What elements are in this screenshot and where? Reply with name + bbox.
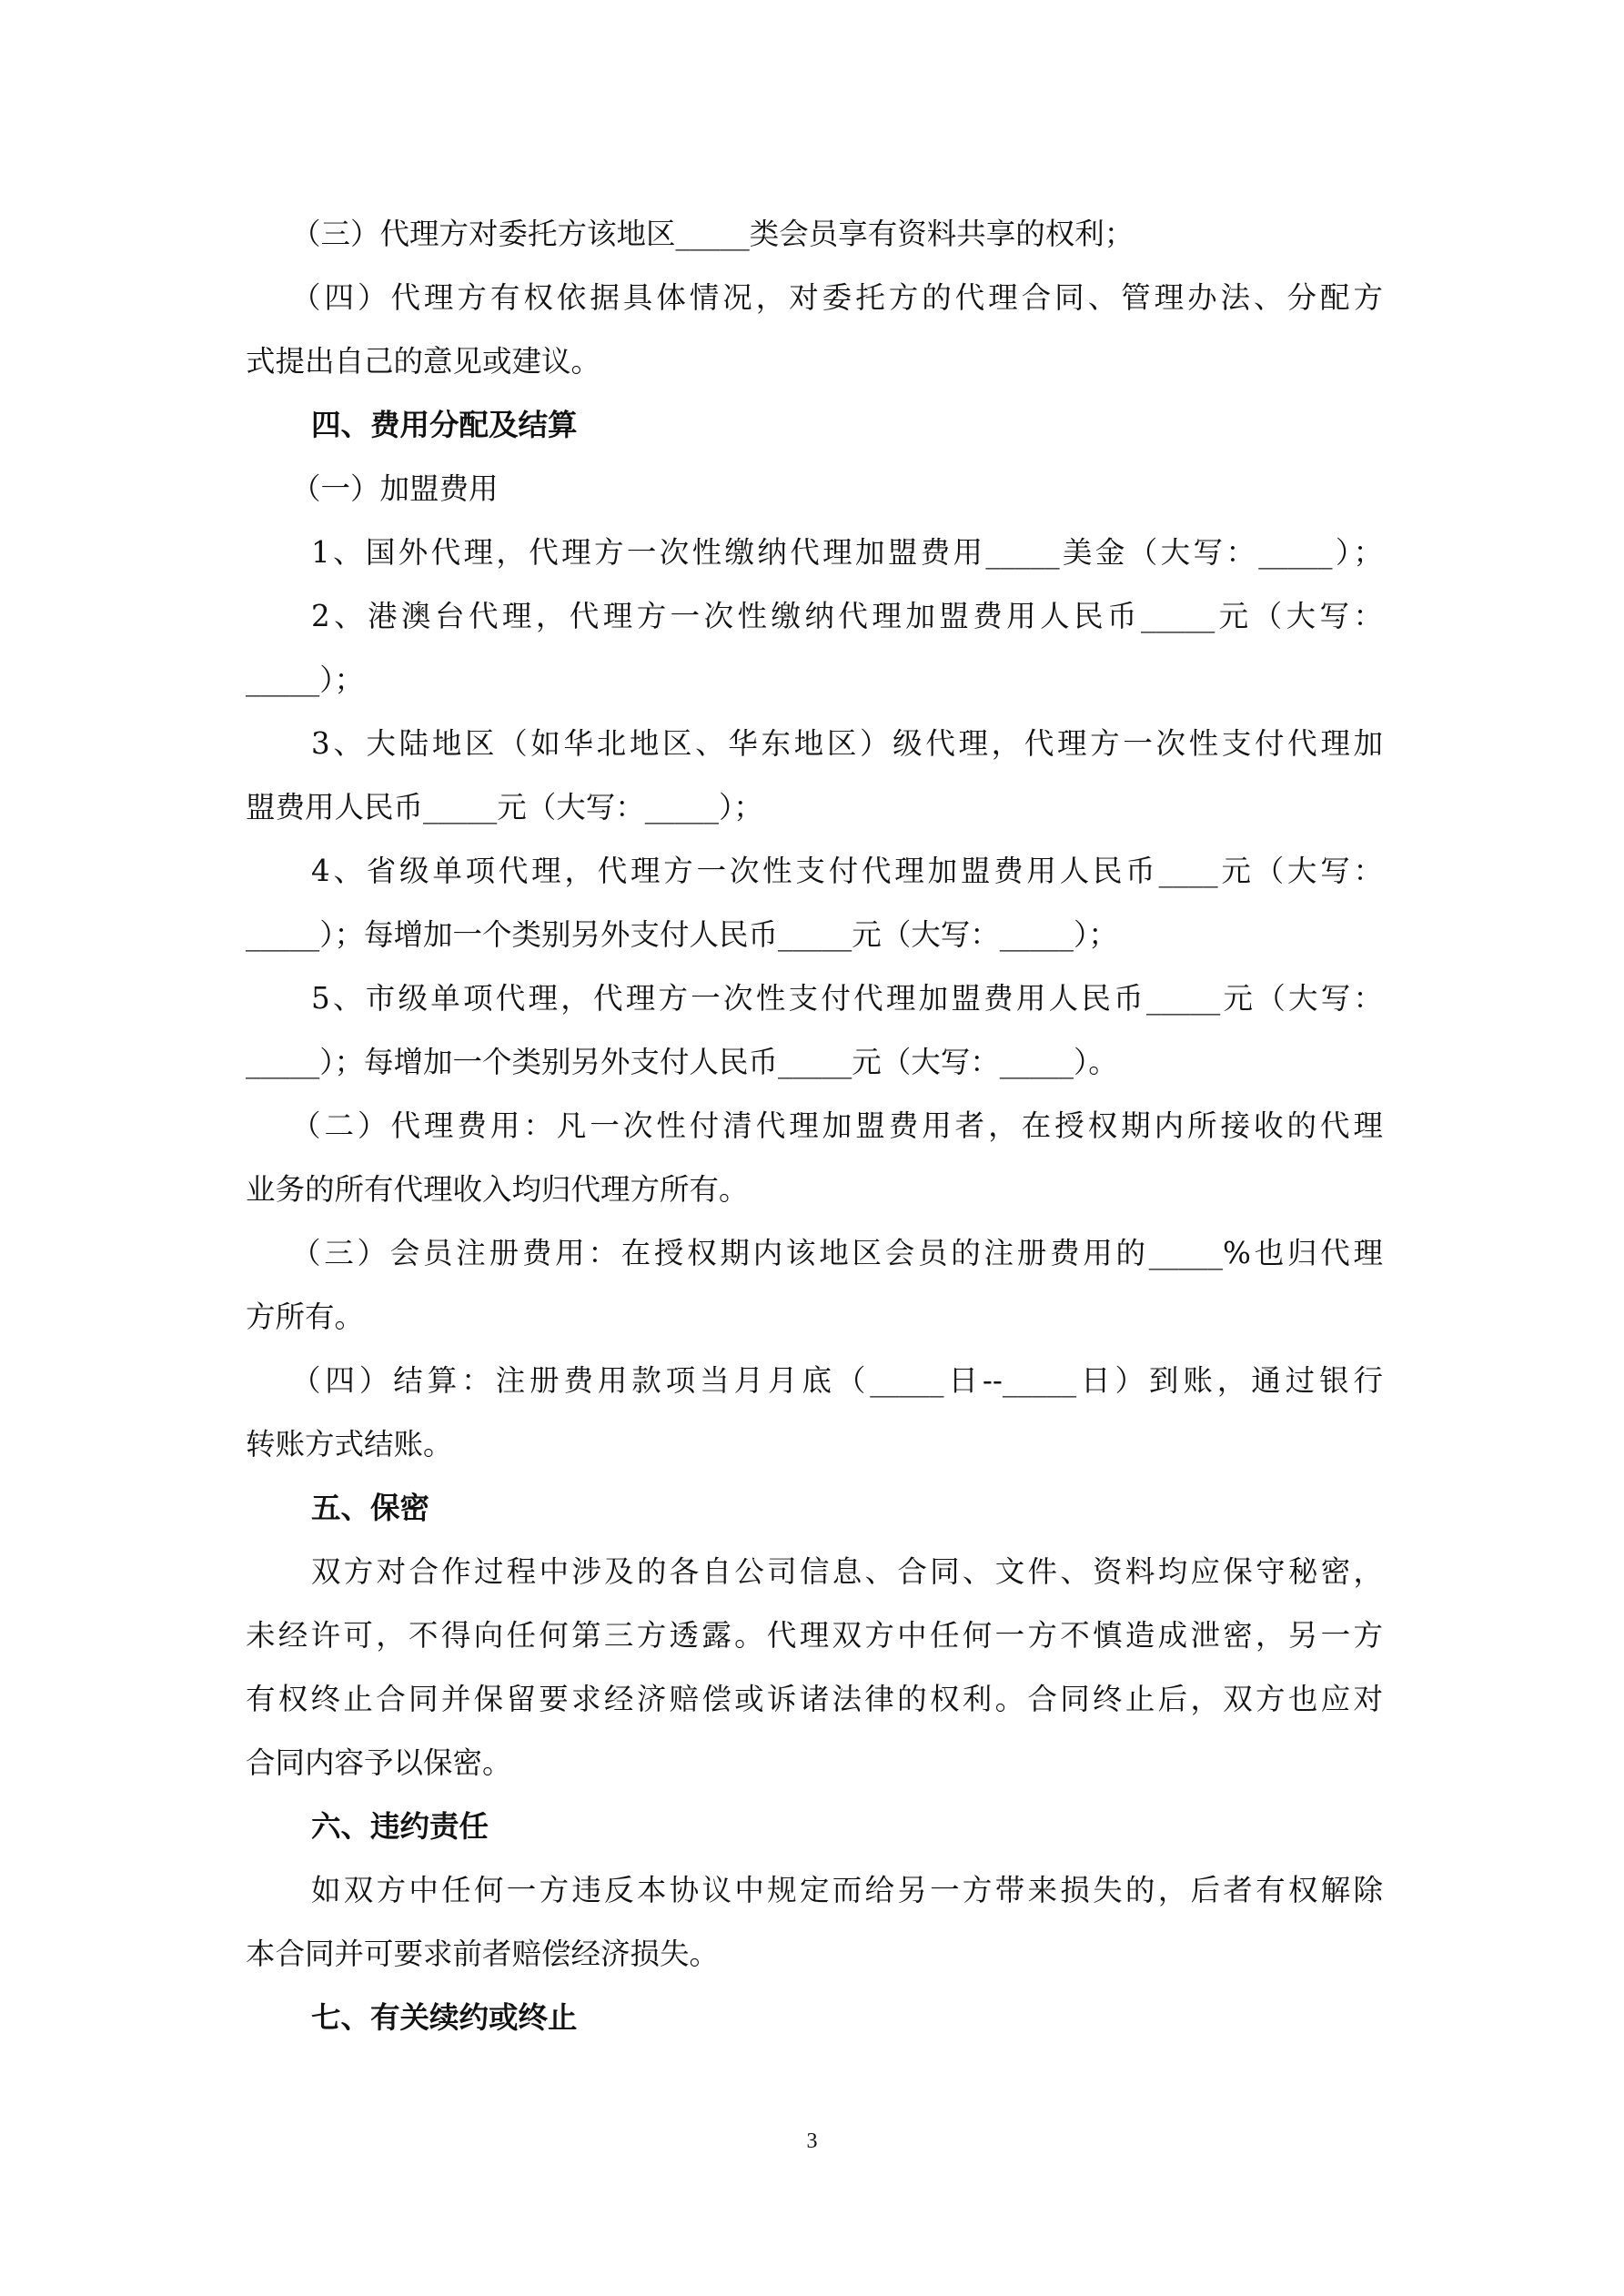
text-line: 双方对合作过程中涉及的各自公司信息、合同、文件、资料均应保守秘密，: [311, 1554, 1383, 1589]
text-line: 如双方中任何一方违反本协议中规定而给另一方带来损失的，后者有权解除: [311, 1873, 1383, 1907]
text-line: （三）代理方对委托方该地区_____类会员享有资料共享的权利；: [291, 217, 1135, 251]
section-heading: 五、保密: [311, 1490, 430, 1525]
text-line: （三）会员注册费用：在授权期内该地区会员的注册费用的_____%也归代理: [291, 1236, 1383, 1270]
text-line: 5、市级单项代理，代理方一次性支付代理加盟费用人民币_____元（大写：: [311, 981, 1383, 1016]
document-body: [246, 202, 1383, 2049]
text-line: 本合同并可要求前者赔偿经济损失。: [246, 1937, 720, 1971]
text-line: 3、大陆地区（如华北地区、华东地区）级代理，代理方一次性支付代理加: [311, 726, 1383, 761]
text-line: 业务的所有代理收入均归代理方所有。: [246, 1172, 749, 1207]
text-line: （二）代理费用：凡一次性付清代理加盟费用者，在授权期内所接收的代理: [291, 1108, 1383, 1143]
section-heading: 七、有关续约或终止: [311, 1999, 578, 2035]
text-line: _____）；每增加一个类别另外支付人民币_____元（大写：_____）；: [246, 917, 1118, 952]
text-line: 1、国外代理，代理方一次性缴纳代理加盟费用_____美金（大写：_____）；: [311, 535, 1383, 570]
text-line: 有权终止合同并保留要求经济赔偿或诉诸法律的权利。合同终止后，双方也应对: [246, 1682, 1383, 1716]
text-line: （四）代理方有权依据具体情况，对委托方的代理合同、管理办法、分配方: [291, 280, 1383, 315]
text-line: 盟费用人民币_____元（大写：_____）；: [246, 790, 763, 824]
text-line: _____）；每增加一个类别另外支付人民币_____元（大写：_____）。: [246, 1045, 1118, 1079]
text-line: 合同内容予以保密。: [246, 1745, 512, 1780]
text-line: （一）加盟费用: [291, 471, 499, 506]
text-line: 转账方式结账。: [246, 1427, 453, 1462]
text-line: 4、省级单项代理，代理方一次性支付代理加盟费用人民币____元（大写：: [311, 854, 1383, 888]
text-line: 2、港澳台代理，代理方一次性缴纳代理加盟费用人民币_____元（大写：: [311, 599, 1383, 633]
section-heading: 六、违约责任: [311, 1808, 489, 1844]
page-number: 3: [806, 2129, 818, 2153]
text-line: 式提出自己的意见或建议。: [246, 344, 601, 379]
text-line: 未经许可，不得向任何第三方透露。代理双方中任何一方不慎造成泄密，另一方: [246, 1618, 1383, 1653]
text-line: _____）；: [246, 663, 365, 697]
text-line: 方所有。: [246, 1300, 365, 1334]
text-line: （四）结算：注册费用款项当月月底（_____日--_____日）到账，通过银行: [291, 1363, 1383, 1398]
section-heading: 四、费用分配及结算: [311, 407, 578, 442]
